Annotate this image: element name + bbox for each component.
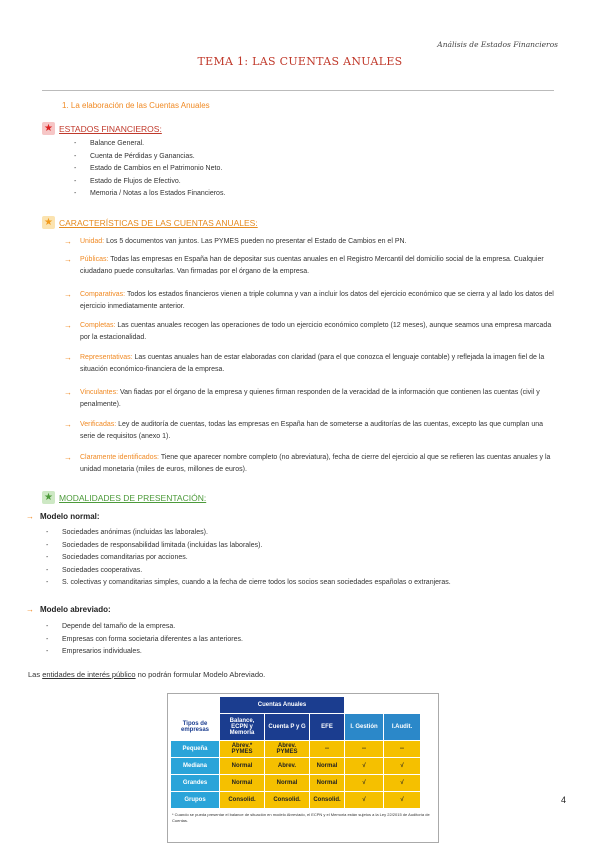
list-item: - Cuenta de Pérdidas y Ganancias.: [74, 151, 225, 164]
feature-item: → Claramente identificados: Tiene que aparecer nombre completo (no abreviatura), fecha de cierre del ejercicio al que se refieren las cuentas anuales y la unidad monetaria (miles de euros, millones de euros).: [64, 453, 551, 473]
caracteristicas-heading: [42, 214, 258, 232]
estados-heading: [42, 120, 162, 138]
estados-heading-label: ESTADOS FINANCIEROS:: [59, 123, 162, 134]
arrow-icon: →: [26, 512, 34, 521]
list-item: - S. colectivas y comanditarias simples, cuando a la fecha de cierre todos los socios sean sociedades españolas o extranjeras.: [46, 577, 451, 590]
star-icon: ★: [42, 216, 55, 229]
list-item: - Estado de Flujos de Efectivo.: [74, 176, 225, 189]
arrow-icon: →: [64, 453, 72, 462]
caracteristicas-heading-label: CARACTERÍSTICAS DE LAS CUENTAS ANUALES:: [59, 217, 258, 228]
list-item: - Memoria / Notas a los Estados Financieros.: [74, 188, 225, 201]
table-footnote: * Cuando se pueda presentar el balance de situación en modelo Abreviado, el ECPN y el Memoria están sujetos a la Ley 22/2015 de Auditoría de Cuentas.: [172, 812, 430, 823]
modelo-abreviado-list: [46, 621, 243, 659]
title-divider: [42, 90, 554, 91]
arrow-icon: →: [64, 255, 72, 264]
modalidades-heading: [42, 489, 206, 507]
table-col-header: EFE: [310, 714, 345, 741]
page-number: 4: [561, 795, 567, 805]
table-col-header: Cuenta P y G: [265, 714, 310, 741]
modelo-normal-title: → Modelo normal:: [26, 512, 100, 521]
table-row: Pequeña Abrev.* PYMES Abrev. PYMES -- -- --: [171, 741, 421, 758]
list-item: - Sociedades cooperativas.: [46, 565, 451, 578]
arrow-icon: →: [64, 321, 72, 330]
table-row: Mediana Normal Abrev. Normal √ √: [171, 758, 421, 775]
feature-item: → Unidad: Los 5 documentos van juntos. Las PYMES pueden no presentar el Estado de Cambios en el PN.: [64, 237, 407, 246]
arrow-icon: →: [64, 290, 72, 299]
feature-item: → Vinculantes: Van fiadas por el órgano de la empresa y quienes firman responden de la veracidad de la información que contienen las cuentas (civil y penalmente).: [64, 388, 540, 408]
page-title: TEMA 1: LAS CUENTAS ANUALES: [197, 55, 403, 68]
table-row: Grupos Consolid. Consolid. Consolid. √ √: [171, 792, 421, 809]
table-row: Grandes Normal Normal Normal √ √: [171, 775, 421, 792]
feature-item: → Públicas: Todas las empresas en España han de depositar sus cuentas anuales en el Registro Mercantil del domicilio social de la empresa. Cualquier ciudadano puede consultarlas. Van firmadas por el órgano de la empresa.: [64, 255, 544, 275]
table-group-header: Cuentas Anuales: [220, 697, 345, 714]
feature-item: → Comparativas: Todos los estados financieros vienen a triple columna y van a incluir los datos del ejercicio económico que se cierra y al lado los datos del ejercicio inmediatamente anterior.: [64, 290, 554, 310]
modelo-abreviado-title: → Modelo abreviado:: [26, 605, 111, 614]
list-item: - Balance General.: [74, 138, 225, 151]
cuentas-anuales-table: [167, 693, 439, 843]
list-item: - Sociedades de responsabilidad limitada (incluidas las laborales).: [46, 540, 451, 553]
feature-item: → Verificadas: Ley de auditoría de cuentas, todas las empresas en España han de someterse a auditorías de las cuentas, excepto las que cumplan una serie de requisitos (anexo 1).: [64, 420, 544, 440]
feature-item: → Representativas: Las cuentas anuales han de estar elaboradas con claridad (para el que conozca el lenguaje contable) y reflejada la imagen fiel de la situación económico-financiera de la empresa.: [64, 353, 545, 373]
table-col-header: I. Gestión: [345, 714, 384, 741]
interes-publico-note: Las entidades de interés público no podrán formular Modelo Abreviado.: [28, 670, 266, 679]
table-col-header: I.Audit.: [384, 714, 421, 741]
arrow-icon: →: [64, 388, 72, 397]
section-heading: 1. La elaboración de las Cuentas Anuales: [62, 101, 210, 110]
star-icon: ★: [42, 491, 55, 504]
modalidades-heading-label: MODALIDADES DE PRESENTACIÓN:: [59, 492, 207, 503]
list-item: - Empresarios individuales.: [46, 646, 243, 659]
arrow-icon: →: [64, 353, 72, 362]
interes-publico-link: entidades de interés público: [42, 670, 136, 679]
list-item: - Depende del tamaño de la empresa.: [46, 621, 243, 634]
arrow-icon: →: [64, 420, 72, 429]
estados-list: [74, 138, 225, 201]
list-item: - Estado de Cambios en el Patrimonio Neto.: [74, 163, 225, 176]
table-col-header: Balance, ECPN y Memoria: [220, 714, 265, 741]
list-item: - Sociedades comanditarias por acciones.: [46, 552, 451, 565]
feature-item: → Completas: Las cuentas anuales recogen las operaciones de todo un ejercicio económico completo (12 meses), aunque seamos una empresa marcada por la estacionalidad.: [64, 321, 552, 341]
subject-header: Análisis de Estados Financieros: [437, 40, 558, 49]
arrow-icon: →: [64, 237, 72, 246]
list-item: - Empresas con forma societaria diferentes a las anteriores.: [46, 634, 243, 647]
table-col-header: Tipos de empresas: [171, 714, 220, 741]
modelo-normal-list: [46, 527, 451, 590]
arrow-icon: →: [26, 605, 34, 614]
list-item: - Sociedades anónimas (incluidas las laborales).: [46, 527, 451, 540]
star-icon: ★: [42, 122, 55, 135]
